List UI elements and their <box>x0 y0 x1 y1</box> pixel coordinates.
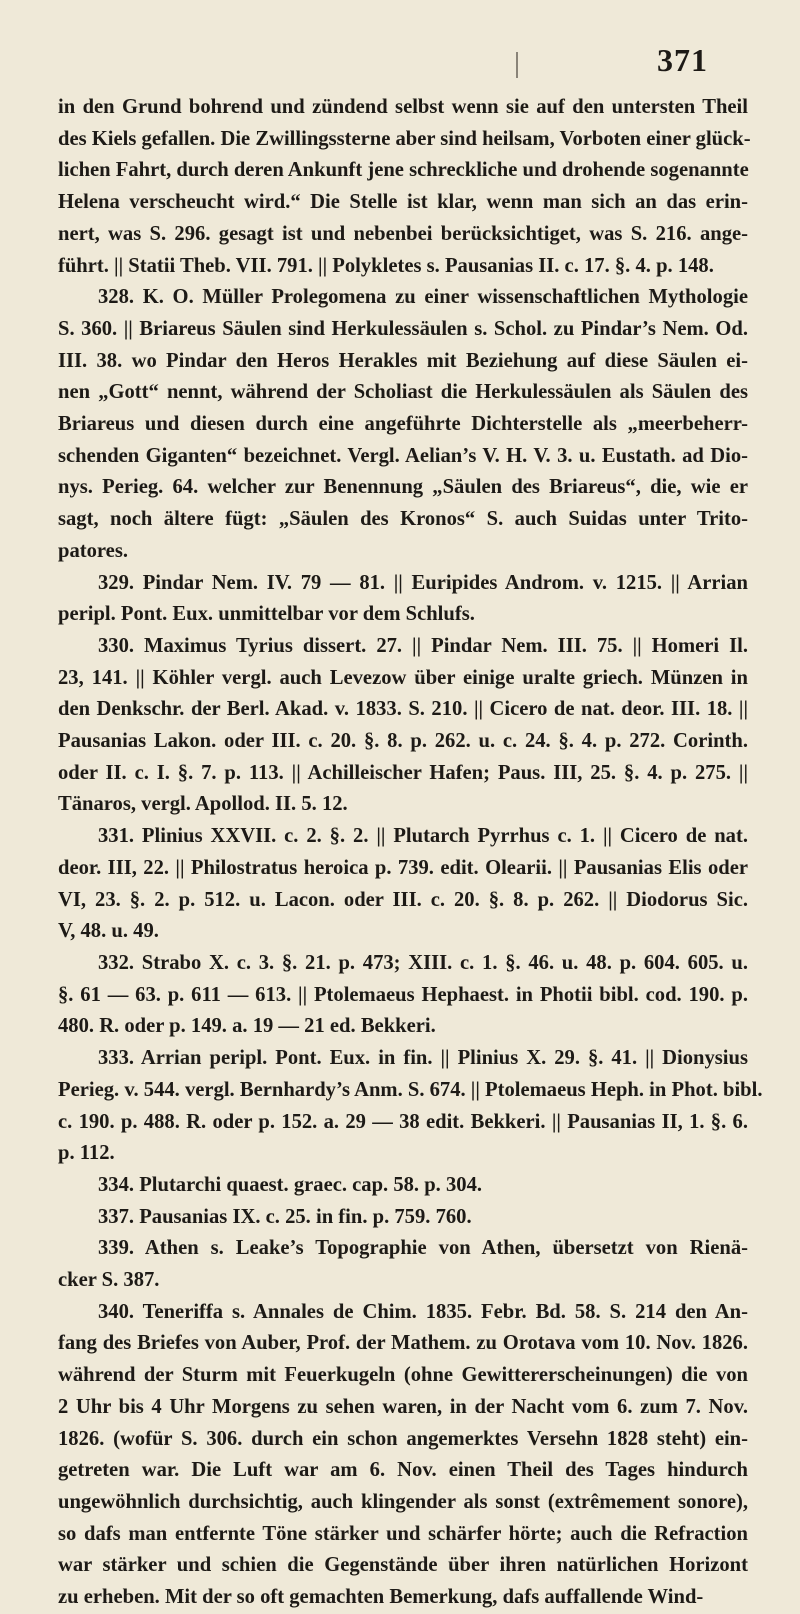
text-line: sagt, noch ältere fügt: „Säulen des Kronos“ S. auch Suidas unter Trito- <box>58 508 748 531</box>
text-line: 2 Uhr bis 4 Uhr Morgens zu sehen waren, in der Nacht vom 6. zum 7. Nov. <box>58 1395 748 1418</box>
text-line: nys. Perieg. 64. welcher zur Benennung „Säulen des Briareus“, die, wie er <box>58 476 748 499</box>
text-line: 340. Teneriffa s. Annales de Chim. 1835. Febr. Bd. 58. S. 214 den An- <box>98 1300 748 1323</box>
paragraph <box>58 1297 748 1614</box>
text-line: V, 48. u. 49. <box>58 920 159 943</box>
text-line: Perieg. v. 544. vergl. Bernhardy’s Anm. S. 674. || Ptolemaeus Heph. in Phot. bibl. <box>58 1078 763 1101</box>
text-line: p. 112. <box>58 1142 115 1165</box>
text-line: den Denkschr. der Berl. Akad. v. 1833. S. 210. || Cicero de nat. deor. III. 18. || <box>58 698 748 721</box>
paragraph <box>58 282 748 567</box>
text-line: lichen Fahrt, durch deren Ankunft jene schreckliche und drohende sogenannte <box>58 159 749 182</box>
text-line: während der Sturm mit Feuerkugeln (ohne Gewittererscheinungen) die von <box>58 1364 748 1387</box>
text-line: war stärker und schien die Gegenstände über ihren natürlichen Horizont <box>58 1554 748 1577</box>
text-line: oder II. c. I. §. 7. p. 113. || Achilleischer Hafen; Paus. III, 25. §. 4. p. 275. || <box>58 761 748 784</box>
text-line: VI, 23. §. 2. p. 512. u. Lacon. oder III. c. 20. §. 8. p. 262. || Diodorus Sic. <box>58 888 748 911</box>
page-number: 371 <box>657 42 708 78</box>
text-line: III. 38. wo Pindar den Heros Herakles mit Beziehung auf diese Säulen ei- <box>58 349 748 372</box>
text-line: deor. III, 22. || Philostratus heroica p. 739. edit. Olearii. || Pausanias Elis oder <box>58 856 748 879</box>
text-line: so dafs man entfernte Töne stärker und schärfer hörte; auch die Refraction <box>58 1522 748 1545</box>
paragraph <box>58 92 751 282</box>
text-line: 339. Athen s. Leake’s Topographie von Athen, übersetzt von Rienä- <box>98 1237 748 1260</box>
text-line: patores. <box>58 539 128 562</box>
body-text <box>58 92 763 1614</box>
text-line: 1826. (wofür S. 306. durch ein schon angemerktes Versehn 1828 steht) ein- <box>58 1427 748 1450</box>
text-line: des Kiels gefallen. Die Zwillingssterne aber sind heilsam, Vorboten einer glück- <box>58 127 751 150</box>
paragraph <box>58 631 748 821</box>
text-line: Pausanias Lakon. oder III. c. 20. §. 8. p. 262. u. c. 24. §. 4. p. 272. Corinth. <box>58 730 748 753</box>
page-mark <box>516 52 518 78</box>
text-line: getreten war. Die Luft war am 6. Nov. einen Theil des Tages hindurch <box>58 1459 748 1482</box>
text-line: cker S. 387. <box>58 1269 160 1292</box>
paragraph <box>58 821 748 948</box>
text-line: nen „Gott“ nennt, während der Scholiast die Herkulessäulen als Säulen des <box>58 381 748 404</box>
text-line: Helena verscheucht wird.“ Die Stelle ist klar, wenn man sich an das erin- <box>58 191 748 214</box>
text-line: zu erheben. Mit der so oft gemachten Bemerkung, dafs auffallende Wind- <box>58 1586 704 1609</box>
text-line: c. 190. p. 488. R. oder p. 152. a. 29 — 38 edit. Bekkeri. || Pausanias II, 1. §. 6. <box>58 1110 748 1133</box>
text-line: 328. K. O. Müller Prolegomena zu einer wissenschaftlichen Mythologie <box>98 286 748 309</box>
text-line: 331. Plinius XXVII. c. 2. §. 2. || Plutarch Pyrrhus c. 1. || Cicero de nat. <box>98 825 748 848</box>
text-line: ungewöhnlich durchsichtig, auch klingender als sonst (extrêmement sonore), <box>58 1490 748 1513</box>
text-line: führt. || Statii Theb. VII. 791. || Polykletes s. Pausanias II. c. 17. §. 4. p. 148. <box>58 254 714 277</box>
text-line: fang des Briefes von Auber, Prof. der Mathem. zu Orotava vom 10. Nov. 1826. <box>58 1332 748 1355</box>
paragraph <box>58 1202 748 1234</box>
text-line: 337. Pausanias IX. c. 25. in fin. p. 759. 760. <box>98 1205 472 1228</box>
paragraph <box>58 1170 748 1202</box>
text-line: 332. Strabo X. c. 3. §. 21. p. 473; XIII. c. 1. §. 46. u. 48. p. 604. 605. u. <box>98 951 748 974</box>
text-line: 480. R. oder p. 149. a. 19 — 21 ed. Bekkeri. <box>58 1015 436 1038</box>
text-line: in den Grund bohrend und zündend selbst wenn sie auf den untersten Theil <box>58 96 748 118</box>
text-line: 334. Plutarchi quaest. graec. cap. 58. p. 304. <box>98 1173 483 1196</box>
paragraph <box>58 948 748 1043</box>
text-line: 23, 141. || Köhler vergl. auch Levezow über einige uralte griech. Münzen in <box>58 666 748 689</box>
text-line: 333. Arrian peripl. Pont. Eux. in fin. || Plinius X. 29. §. 41. || Dionysius <box>98 1047 748 1070</box>
text-line: 330. Maximus Tyrius dissert. 27. || Pindar Nem. III. 75. || Homeri Il. <box>98 634 748 657</box>
paragraph <box>58 568 748 631</box>
text-line: Tänaros, vergl. Apollod. II. 5. 12. <box>58 793 348 816</box>
text-line: schenden Giganten“ bezeichnet. Vergl. Aelian’s V. H. V. 3. u. Eustath. ad Dio- <box>58 444 748 467</box>
text-line: Briareus und diesen durch eine angeführte Dichterstelle als „meerbeherr- <box>58 413 748 436</box>
text-line: peripl. Pont. Eux. unmittelbar vor dem Schlufs. <box>58 603 475 626</box>
text-line: 329. Pindar Nem. IV. 79 — 81. || Euripides Androm. v. 1215. || Arrian <box>98 571 748 594</box>
paragraph <box>58 1043 763 1170</box>
paragraph <box>58 1233 748 1296</box>
text-line: nert, was S. 296. gesagt ist und nebenbei berücksichtiget, was S. 216. ange- <box>58 222 748 245</box>
text-line: S. 360. || Briareus Säulen sind Herkulessäulen s. Schol. zu Pindar’s Nem. Od. <box>58 317 748 340</box>
text-line: §. 61 — 63. p. 611 — 613. || Ptolemaeus Hephaest. in Photii bibl. cod. 190. p. <box>58 983 748 1006</box>
